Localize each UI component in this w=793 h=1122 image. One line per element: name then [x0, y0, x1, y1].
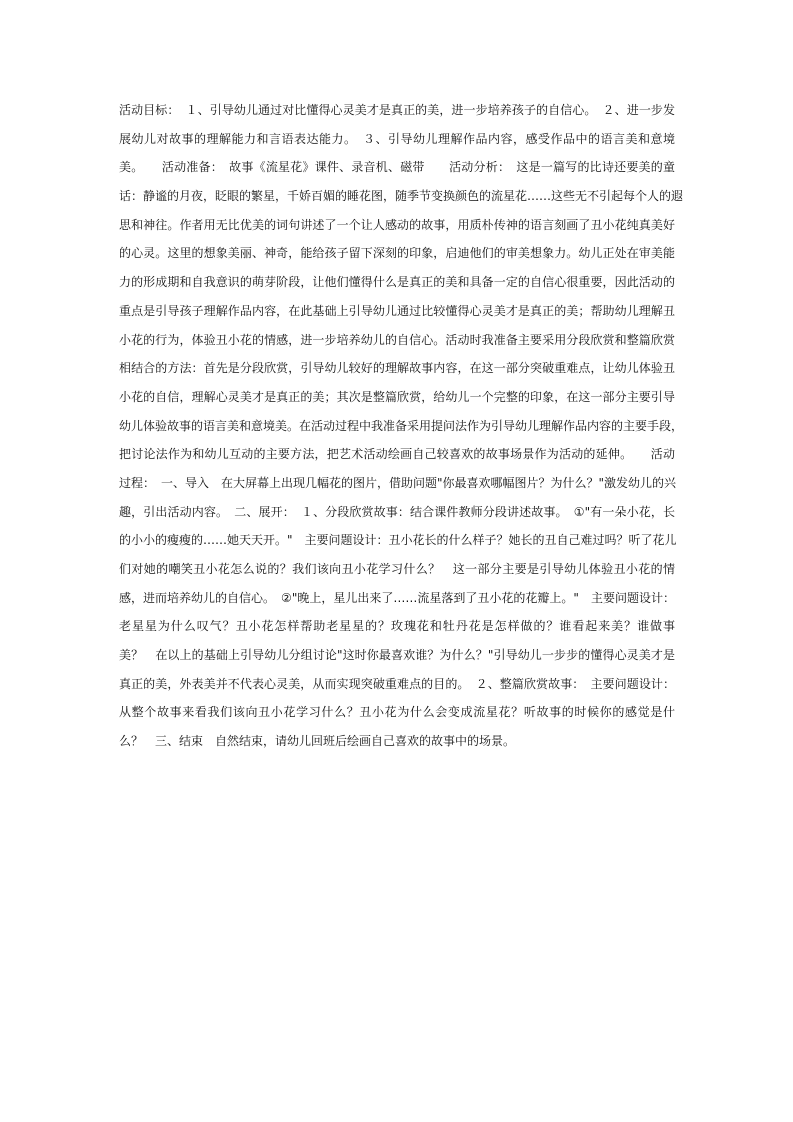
text-line-last: 么？ 三、结束 自然结束，请幼儿回班后绘画自己喜欢的故事中的场景。: [119, 734, 516, 749]
text-line: 重点是引导孩子理解作品内容，在此基础上引导幼儿通过比较懂得心灵美才是真正的美；帮助幼儿理解丑: [119, 303, 675, 318]
text-line: 小花的自信，理解心灵美才是真正的美；其次是整篇欣赏，给幼儿一个完整的印象，在这一部分主要引导: [119, 389, 675, 404]
text-line: 的小小的瘦瘦的……她天天开。" 主要问题设计：丑小花长的什么样子？她长的丑自己难过吗？听了花儿: [119, 533, 677, 548]
text-line: 趣，引出活动内容。 二、展开： １、分段欣赏故事：结合课件教师分段讲述故事。 ①"有一朵小花，长: [119, 504, 675, 519]
text-line: 思和神往。作者用无比优美的词句讲述了一个让人感动的故事，用质朴传神的语言刻画了丑小花纯真美好: [119, 217, 675, 232]
text-line: 美。 活动准备： 故事《流星花》课件、录音机、磁带 活动分析： 这是一篇写的比诗还要美的童: [119, 160, 675, 175]
text-line: 展幼儿对故事的理解能力和言语表达能力。 ３、引导幼儿理解作品内容，感受作品中的语言美和意境: [119, 131, 675, 146]
text-line: 相结合的方法：首先是分段欣赏，引导幼儿较好的理解故事内容，在这一部分突破重难点，让幼儿体验丑: [119, 361, 675, 376]
text-line: 话：静谧的月夜，眨眼的繁星，千娇百媚的睡花图，随季节变换颜色的流星花……这些无不引起每个人的遐: [119, 189, 684, 204]
document-body: [119, 96, 684, 756]
text-line: 小花的行为，体验丑小花的情感，进一步培养幼儿的自信心。活动时我准备主要采用分段欣赏和整篇欣赏: [119, 332, 675, 347]
text-line: 活动目标： １、引导幼儿通过对比懂得心灵美才是真正的美，进一步培养孩子的自信心。 ２、进一步发: [119, 103, 675, 117]
text-line: 的心灵。这里的想象美丽、神奇，能给孩子留下深刻的印象，启迪他们的审美想象力。幼儿正处在审美能: [119, 246, 675, 261]
text-line: 把讨论法作为和幼儿互动的主要方法，把艺术活动绘画自己较喜欢的故事场景作为活动的延伸。 活动: [119, 447, 675, 462]
text-line: 过程： 一、导入 在大屏幕上出现几幅花的图片，借助问题"你最喜欢哪幅图片？为什么？"激发幼儿的兴: [119, 475, 677, 490]
text-line: 力的形成期和自我意识的萌芽阶段，让他们懂得什么是真正的美和具备一定的自信心很重要，因此活动的: [119, 275, 675, 290]
text-line: 真正的美，外表美并不代表心灵美，从而实现突破重难点的目的。 ２、整篇欣赏故事： 主要问题设计：: [119, 676, 675, 691]
text-line: 从整个故事来看我们该向丑小花学习什么？丑小花为什么会变成流星花？听故事的时候你的感觉是什: [119, 705, 675, 720]
text-line: 幼儿体验故事的语言美和意境美。在活动过程中我准备采用提问法作为引导幼儿理解作品内容的主要手段，: [119, 418, 684, 433]
text-line: 们对她的嘲笑丑小花怎么说的？我们该向丑小花学习什么？ 这一部分主要是引导幼儿体验丑小花的情: [119, 562, 675, 576]
text-line: 感，进而培养幼儿的自信心。 ②"晚上，星儿出来了……流星落到了丑小花的花瓣上。" 主要问题设计：: [119, 590, 675, 605]
text-line: 老星星为什么叹气？丑小花怎样帮助老星星的？玫瑰花和牡丹花是怎样做的？谁看起来美？谁做事: [119, 619, 675, 634]
text-line: 美？ 在以上的基础上引导幼儿分组讨论"这时你最喜欢谁？为什么？"引导幼儿一步步的懂得心灵美才是: [119, 648, 675, 663]
